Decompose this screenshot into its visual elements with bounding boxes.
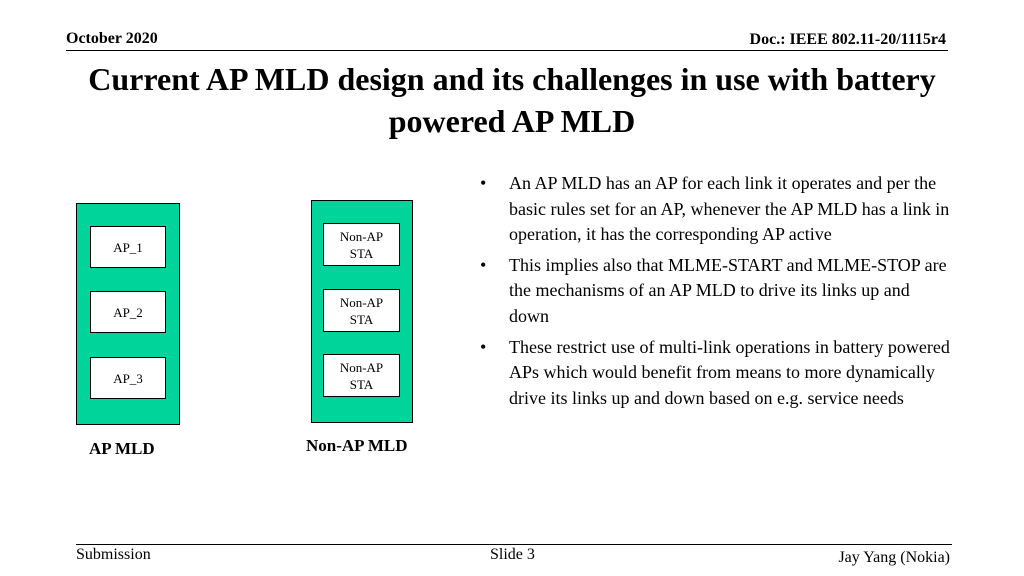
ap-3-box: AP_3 <box>90 357 166 399</box>
bullet-item <box>480 253 950 330</box>
ap-1-box: AP_1 <box>90 226 166 268</box>
header-doc-number: Doc.: IEEE 802.11-20/1115r4 <box>749 31 946 48</box>
footer-divider <box>76 544 952 545</box>
footer-submission: Submission <box>76 546 151 563</box>
ap-2-box: AP_2 <box>90 291 166 333</box>
bullet-list <box>480 171 950 416</box>
bullet-dot-icon: • <box>480 173 487 193</box>
non-ap-sta-3-box: Non-AP STA <box>323 354 400 397</box>
slide-title: Current AP MLD design and its challenges in use with battery powered AP MLD <box>88 61 936 139</box>
non-ap-mld-label: Non-AP MLD <box>306 436 408 455</box>
non-ap-sta-1-box: Non-AP STA <box>323 223 400 266</box>
bullet-dot-icon: • <box>480 254 487 275</box>
non-ap-sta-2-box: Non-AP STA <box>323 289 400 332</box>
ap-mld-label: AP MLD <box>89 439 155 458</box>
bullet-text: These restrict use of multi-link operations in battery powered APs which would benefit from means to more dynamically drive its links up and down based on e.g. service needs <box>509 336 950 408</box>
bullet-dot-icon: • <box>480 336 487 357</box>
bullet-item <box>480 171 950 248</box>
header-date: October 2020 <box>66 30 158 47</box>
bullet-item <box>480 335 950 412</box>
header-divider <box>66 50 948 51</box>
footer-slide-number: Slide 3 <box>490 546 535 563</box>
bullet-text: This implies also that MLME-START and MLME-STOP are the mechanisms of an AP MLD to drive its links up and down <box>509 254 947 326</box>
bullet-text: An AP MLD has an AP for each link it operates and per the basic rules set for an AP, whenever the AP MLD has a link in operation, it has the corresponding AP active <box>509 173 950 245</box>
footer-author: Jay Yang (Nokia) <box>838 549 950 566</box>
